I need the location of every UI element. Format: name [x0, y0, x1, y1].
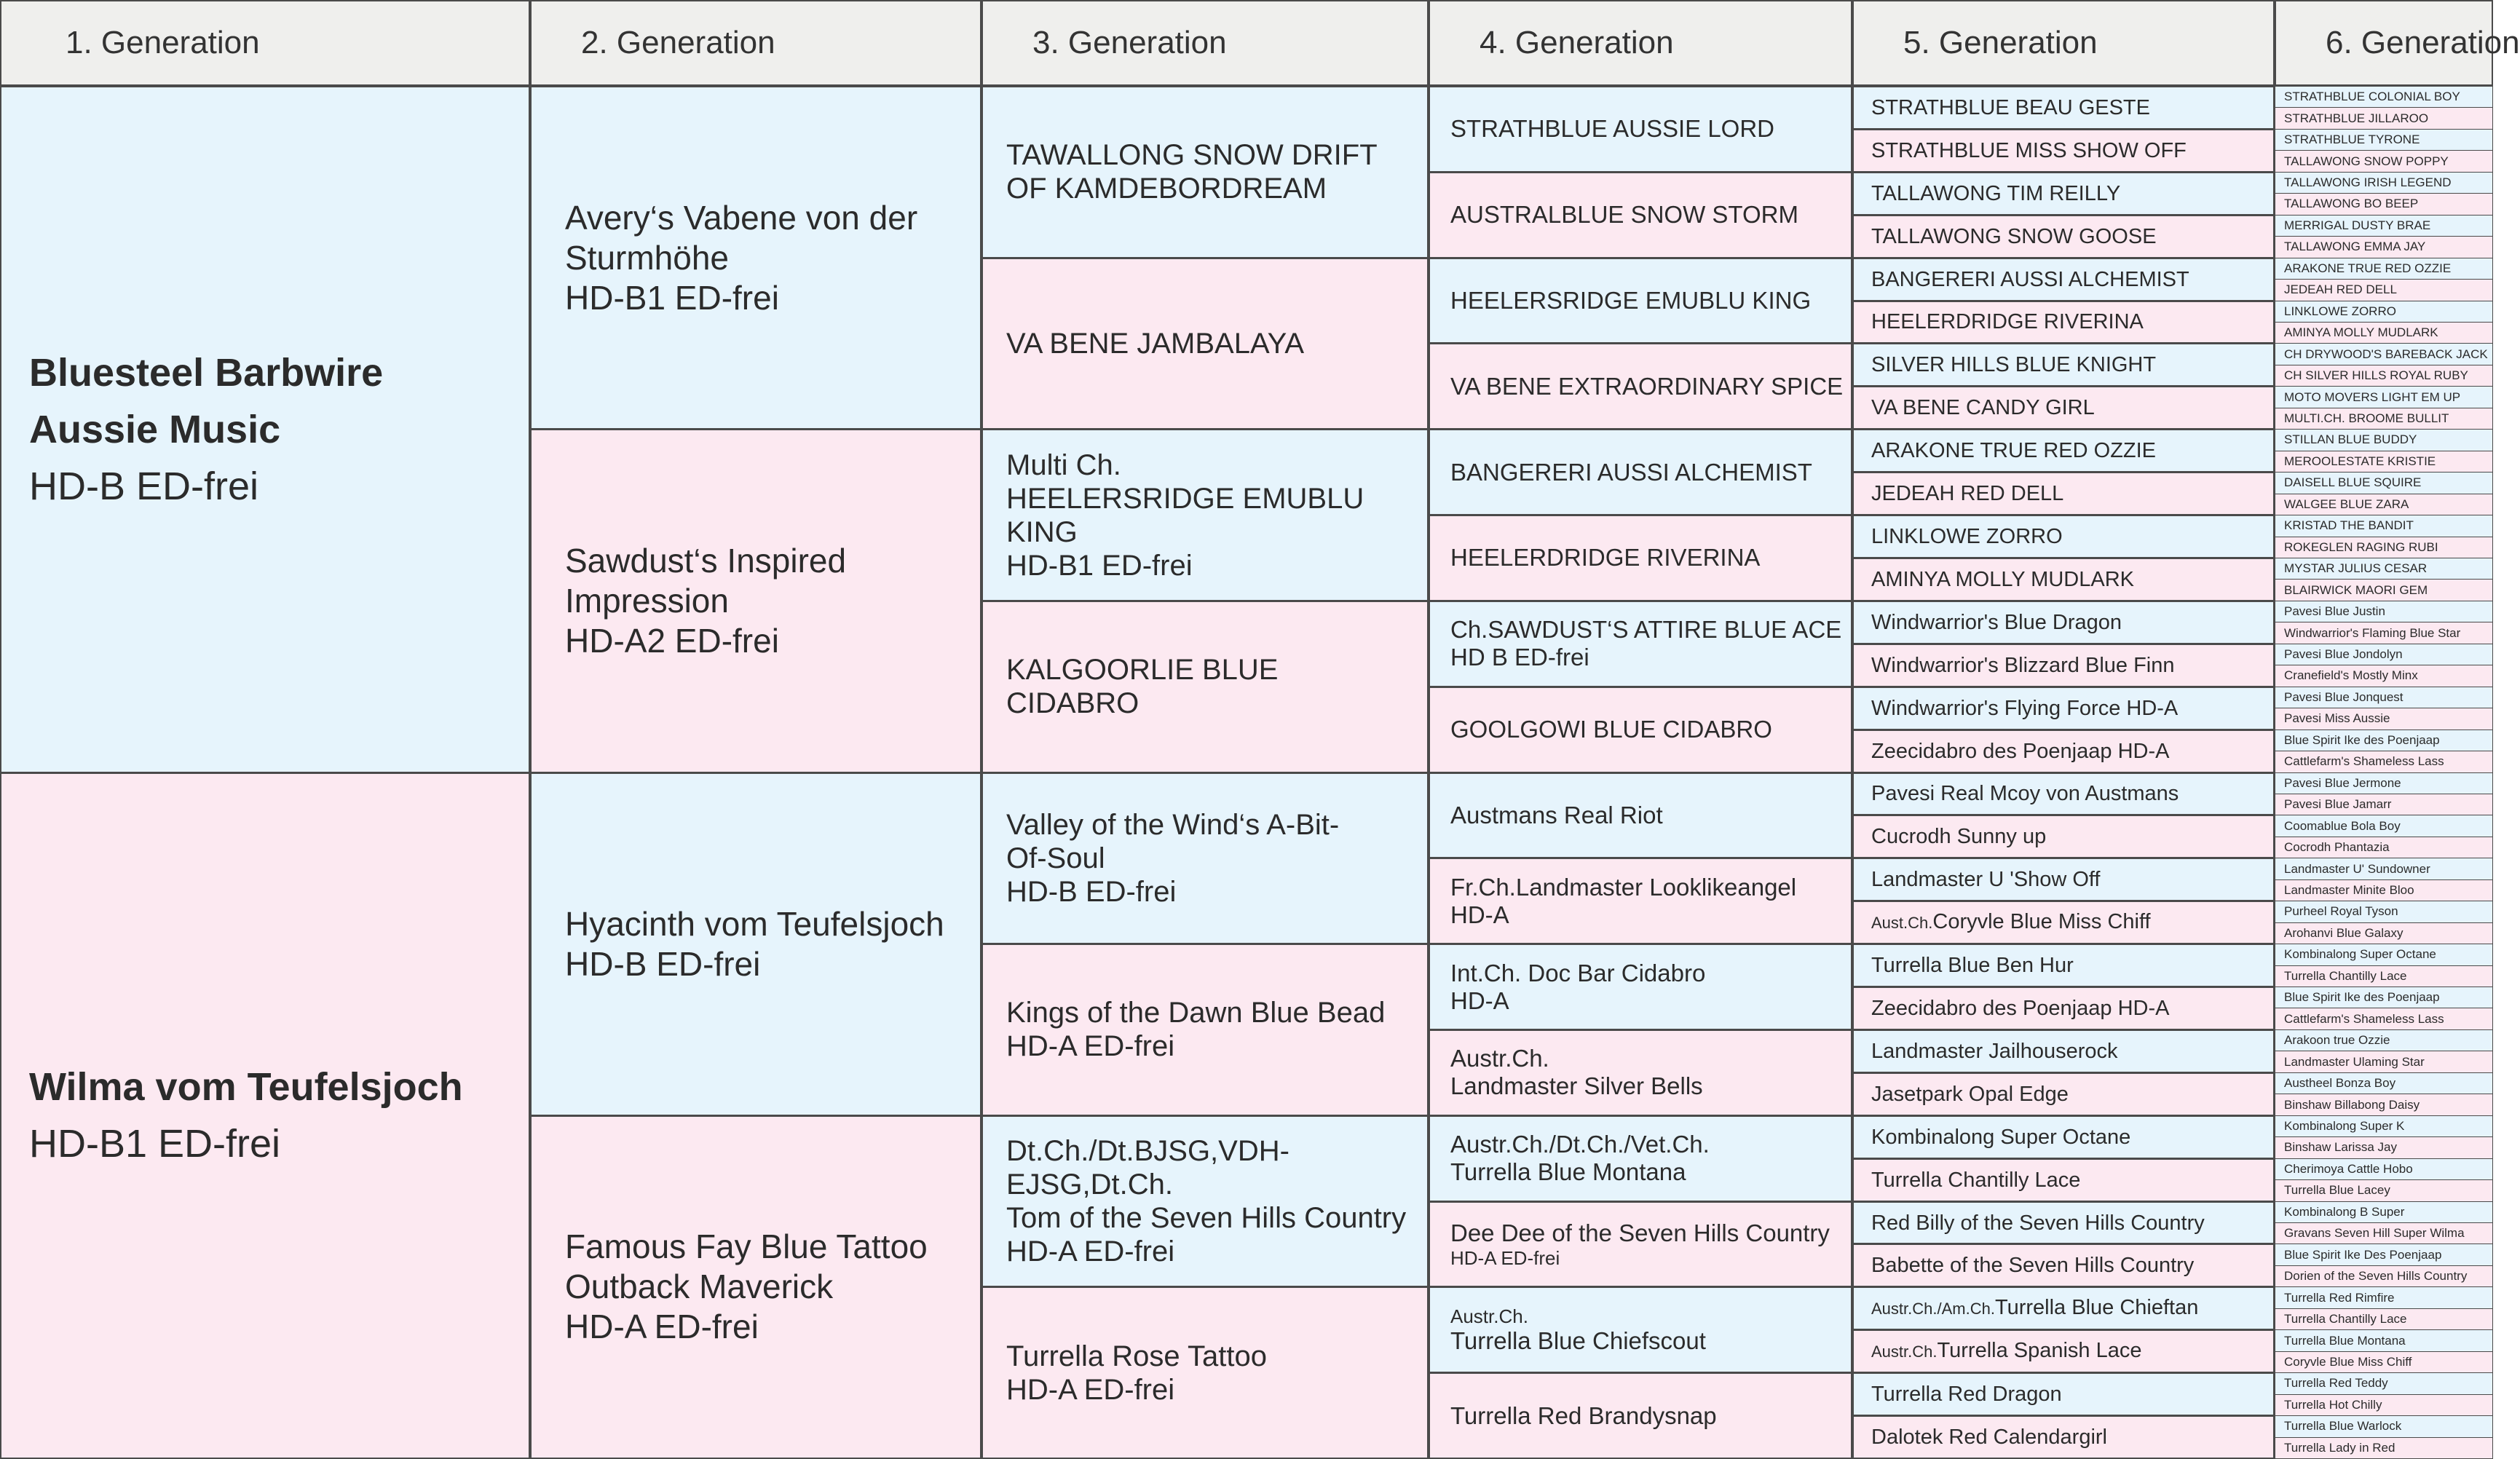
dog-name: Dalotek Red Calendargirl	[1871, 1426, 2107, 1449]
gen6-ancestor-6: TALLAWONG BO BEEP	[2275, 193, 2493, 215]
gen6-ancestor-55: Blue Spirit Ike Des Poenjaap	[2275, 1243, 2493, 1265]
gen6-ancestor-56: Dorien of the Seven Hills Country	[2275, 1265, 2493, 1287]
gen4-ancestor-3	[1429, 258, 1852, 344]
name-line: HD-A	[1450, 987, 1851, 1015]
name-line: Wilma vom Teufelsjoch	[29, 1059, 529, 1115]
gen6-ancestor-51: Cherimoya Cattle Hobo	[2275, 1158, 2493, 1180]
gen2-ancestor-4	[530, 1115, 981, 1459]
name-line: Valley of the Wind‘s A-Bit-	[1006, 808, 1427, 842]
name-line: Hyacinth vom Teufelsjoch	[565, 904, 980, 944]
generation-header-4: 4. Generation	[1429, 0, 1852, 86]
name-line	[1871, 96, 2273, 119]
gen5-ancestor-7	[1852, 343, 2275, 387]
gen6-ancestor-4: TALLAWONG SNOW POPPY	[2275, 150, 2493, 172]
gen6-ancestor-31: Blue Spirit Ike des Poenjaap	[2275, 730, 2493, 751]
gen4-ancestor-6	[1429, 515, 1852, 601]
title-prefix: Austr.Ch.	[1450, 1305, 1851, 1327]
gen6-ancestor-41: Kombinalong Super Octane	[2275, 944, 2493, 965]
gen6-ancestor-5: TALLAWONG IRISH LEGEND	[2275, 172, 2493, 194]
name-line	[1871, 1296, 2273, 1321]
name-line: Aussie Music	[29, 401, 529, 458]
name-line: Outback Maverick	[565, 1267, 980, 1307]
gen6-ancestor-49: Kombinalong Super K	[2275, 1115, 2493, 1137]
name-line: Turrella Rose Tattoo	[1006, 1340, 1427, 1373]
gen6-ancestor-7: MERRIGAL DUSTY BRAE	[2275, 215, 2493, 237]
name-line	[1871, 439, 2273, 462]
dog-name: STRATHBLUE BEAU GESTE	[1871, 96, 2150, 119]
dog-name: LINKLOWE ZORRO	[1871, 525, 2063, 548]
gen6-ancestor-46: Landmaster Ulaming Star	[2275, 1051, 2493, 1072]
name-line: Int.Ch. Doc Bar Cidabro	[1450, 960, 1851, 987]
gen5-ancestor-11	[1852, 515, 2275, 558]
gen6-ancestor-29: Pavesi Blue Jonquest	[2275, 687, 2493, 708]
gen6-ancestor-54: Gravans Seven Hill Super Wilma	[2275, 1222, 2493, 1244]
dog-name: Jasetpark Opal Edge	[1871, 1083, 2069, 1106]
gen6-ancestor-34: Pavesi Blue Jamarr	[2275, 794, 2493, 815]
dog-name: Landmaster Jailhouserock	[1871, 1040, 2118, 1063]
dog-name: Landmaster U 'Show Off	[1871, 868, 2100, 891]
name-line	[1871, 697, 2273, 720]
dog-name: TALLAWONG TIM REILLY	[1871, 182, 2120, 205]
name-line	[1871, 997, 2273, 1020]
name-line: HD-B1 ED-frei	[29, 1115, 529, 1172]
gen6-ancestor-18: MEROOLESTATE KRISTIE	[2275, 451, 2493, 473]
name-line	[1871, 740, 2273, 763]
gen6-ancestor-13: CH DRYWOOD'S BAREBACK JACK	[2275, 343, 2493, 365]
gen5-ancestor-12	[1852, 558, 2275, 601]
gen6-ancestor-14: CH SILVER HILLS ROYAL RUBY	[2275, 365, 2493, 387]
dog-name: Turrella Red Dragon	[1871, 1383, 2062, 1406]
name-line: Sawdust‘s Inspired	[565, 541, 980, 581]
gen6-ancestor-52: Turrella Blue Lacey	[2275, 1179, 2493, 1201]
title-prefix: Austr.Ch./Am.Ch.	[1871, 1300, 1995, 1318]
name-line: STRATHBLUE AUSSIE LORD	[1450, 115, 1851, 143]
gen5-ancestor-9	[1852, 429, 2275, 473]
name-line: TAWALLONG SNOW DRIFT	[1006, 138, 1427, 172]
name-line	[1871, 1426, 2273, 1449]
gen5-ancestor-27	[1852, 1201, 2275, 1245]
dog-name: Pavesi Real Mcoy von Austmans	[1871, 782, 2179, 805]
name-line: Turrella Blue Montana	[1450, 1158, 1851, 1186]
gen6-ancestor-20: WALGEE BLUE ZARA	[2275, 494, 2493, 515]
gen6-ancestor-27: Pavesi Blue Jondolyn	[2275, 644, 2493, 665]
name-line: HD-B1 ED-frei	[565, 278, 980, 318]
name-line: Bluesteel Barbwire	[29, 344, 529, 401]
gen5-ancestor-21	[1852, 944, 2275, 987]
gen6-ancestor-61: Turrella Red Teddy	[2275, 1372, 2493, 1394]
name-line: Turrella Blue Chiefscout	[1450, 1327, 1851, 1355]
gen4-ancestor-14	[1429, 1201, 1852, 1288]
gen5-ancestor-15	[1852, 687, 2275, 730]
gen4-ancestor-10	[1429, 858, 1852, 944]
gen4-ancestor-8	[1429, 687, 1852, 773]
gen5-ancestor-1	[1852, 86, 2275, 130]
gen6-ancestor-30: Pavesi Miss Aussie	[2275, 708, 2493, 730]
dog-name: SILVER HILLS BLUE KNIGHT	[1871, 353, 2156, 376]
generation-header-3: 3. Generation	[981, 0, 1429, 86]
gen3-ancestor-8	[981, 1286, 1429, 1459]
gen6-ancestor-16: MULTI.CH. BROOME BULLIT	[2275, 408, 2493, 430]
dog-name: Red Billy of the Seven Hills Country	[1871, 1211, 2205, 1235]
name-line	[1871, 182, 2273, 205]
dog-name: Windwarrior's Blizzard Blue Finn	[1871, 654, 2175, 677]
name-line	[1871, 1083, 2273, 1106]
gen4-ancestor-9	[1429, 772, 1852, 859]
name-line: HD-A ED-frei	[1006, 1029, 1427, 1063]
gen6-ancestor-35: Coomablue Bola Boy	[2275, 815, 2493, 837]
name-line	[1871, 954, 2273, 977]
name-line: HD-A ED-frei	[1006, 1235, 1427, 1268]
name-line	[1871, 525, 2273, 548]
gen6-ancestor-57: Turrella Red Rimfire	[2275, 1286, 2493, 1308]
name-line	[1871, 868, 2273, 891]
name-line: HEELERSRIDGE EMUBLU KING	[1450, 287, 1851, 315]
dog-name: BANGERERI AUSSI ALCHEMIST	[1871, 268, 2189, 291]
gen4-ancestor-4	[1429, 343, 1852, 430]
name-line: HEELERDRIDGE RIVERINA	[1450, 544, 1851, 572]
name-line: Kings of the Dawn Blue Bead	[1006, 996, 1427, 1029]
gen6-ancestor-12: AMINYA MOLLY MUDLARK	[2275, 322, 2493, 344]
gen5-ancestor-6	[1852, 301, 2275, 344]
gen5-ancestor-4	[1852, 215, 2275, 258]
dog-name: Coryvle Blue Miss Chiff	[1932, 910, 2150, 933]
title-prefix: Austr.Ch.	[1871, 1343, 1937, 1361]
gen6-ancestor-28: Cranefield's Mostly Minx	[2275, 665, 2493, 687]
gen3-ancestor-5	[981, 772, 1429, 945]
gen6-ancestor-37: Landmaster U' Sundowner	[2275, 858, 2493, 879]
gen2-ancestor-3	[530, 772, 981, 1116]
name-line: Austmans Real Riot	[1450, 802, 1851, 829]
gen4-ancestor-11	[1429, 944, 1852, 1030]
gen6-ancestor-63: Turrella Blue Warlock	[2275, 1415, 2493, 1437]
name-line: HD-A	[1450, 901, 1851, 929]
dog-name: ARAKONE TRUE RED OZZIE	[1871, 439, 2156, 462]
gen1-ancestor-2	[0, 772, 530, 1459]
gen4-ancestor-2	[1429, 172, 1852, 258]
gen6-ancestor-62: Turrella Hot Chilly	[2275, 1394, 2493, 1416]
name-line	[1871, 825, 2273, 848]
gen4-ancestor-1	[1429, 86, 1852, 173]
gen6-ancestor-9: ARAKONE TRUE RED OZZIE	[2275, 258, 2493, 280]
dog-name: AMINYA MOLLY MUDLARK	[1871, 568, 2134, 591]
gen5-ancestor-26	[1852, 1158, 2275, 1202]
gen1-ancestor-1	[0, 86, 530, 773]
name-line: OF KAMDEBORDREAM	[1006, 172, 1427, 205]
gen6-ancestor-58: Turrella Chantilly Lace	[2275, 1308, 2493, 1330]
gen6-ancestor-50: Binshaw Larissa Jay	[2275, 1136, 2493, 1158]
gen6-ancestor-11: LINKLOWE ZORRO	[2275, 301, 2493, 323]
name-line: Dt.Ch./Dt.BJSG,VDH-EJSG,Dt.Ch.	[1006, 1134, 1427, 1201]
gen6-ancestor-59: Turrella Blue Montana	[2275, 1329, 2493, 1351]
generation-header-5: 5. Generation	[1852, 0, 2275, 86]
dog-name: Windwarrior's Blue Dragon	[1871, 611, 2122, 634]
name-line: Austr.Ch./Dt.Ch./Vet.Ch.	[1450, 1131, 1851, 1158]
gen5-ancestor-30	[1852, 1329, 2275, 1373]
dog-name: STRATHBLUE MISS SHOW OFF	[1871, 139, 2187, 162]
name-line: VA BENE EXTRAORDINARY SPICE	[1450, 373, 1851, 400]
gen5-ancestor-16	[1852, 730, 2275, 773]
dog-name: JEDEAH RED DELL	[1871, 482, 2063, 505]
gen4-ancestor-15	[1429, 1286, 1852, 1373]
name-line: GOOLGOWI BLUE CIDABRO	[1450, 716, 1851, 743]
name-line	[1871, 353, 2273, 376]
gen6-ancestor-33: Pavesi Blue Jermone	[2275, 772, 2493, 794]
dog-name: Turrella Spanish Lace	[1937, 1339, 2141, 1362]
generation-header-1: 1. Generation	[0, 0, 530, 86]
name-line: KALGOORLIE BLUE	[1006, 653, 1427, 687]
gen5-ancestor-20	[1852, 901, 2275, 944]
gen6-ancestor-42: Turrella Chantilly Lace	[2275, 965, 2493, 987]
name-line	[1871, 482, 2273, 505]
dog-name: VA BENE CANDY GIRL	[1871, 396, 2095, 419]
gen4-ancestor-5	[1429, 429, 1852, 515]
gen6-ancestor-53: Kombinalong B Super	[2275, 1201, 2493, 1223]
dog-name: Zeecidabro des Poenjaap HD-A	[1871, 997, 2169, 1020]
gen4-ancestor-7	[1429, 601, 1852, 687]
gen6-ancestor-60: Coryvle Blue Miss Chiff	[2275, 1351, 2493, 1373]
name-line: Famous Fay Blue Tattoo	[565, 1227, 980, 1267]
name-line: HD-B1 ED-frei	[1006, 549, 1427, 582]
name-line	[1871, 568, 2273, 591]
gen4-ancestor-13	[1429, 1115, 1852, 1202]
gen6-ancestor-17: STILLAN BLUE BUDDY	[2275, 429, 2493, 451]
name-line: Landmaster Silver Bells	[1450, 1072, 1851, 1100]
gen6-ancestor-64: Turrella Lady in Red	[2275, 1437, 2493, 1459]
name-line	[1871, 910, 2273, 935]
gen6-ancestor-21: KRISTAD THE BANDIT	[2275, 515, 2493, 537]
dog-name: Windwarrior's Flying Force HD-A	[1871, 697, 2178, 720]
gen6-ancestor-40: Arohanvi Blue Galaxy	[2275, 922, 2493, 944]
name-line: HD-A ED-frei	[565, 1307, 980, 1347]
gen4-ancestor-12	[1429, 1029, 1852, 1116]
name-line	[1871, 225, 2273, 248]
gen6-ancestor-24: BLAIRWICK MAORI GEM	[2275, 579, 2493, 601]
gen6-ancestor-45: Arakoon true Ozzie	[2275, 1029, 2493, 1051]
dog-name: HEELERDRIDGE RIVERINA	[1871, 310, 2144, 333]
name-line	[1871, 396, 2273, 419]
gen5-ancestor-29	[1852, 1286, 2275, 1330]
gen5-ancestor-17	[1852, 772, 2275, 816]
gen6-ancestor-47: Austheel Bonza Boy	[2275, 1072, 2493, 1094]
name-line: Fr.Ch.Landmaster Looklikeangel	[1450, 874, 1851, 901]
gen5-ancestor-31	[1852, 1372, 2275, 1416]
gen6-ancestor-22: ROKEGLEN RAGING RUBI	[2275, 537, 2493, 558]
gen6-ancestor-1: STRATHBLUE COLONIAL BOY	[2275, 86, 2493, 108]
name-line: HD-B ED-frei	[565, 944, 980, 984]
gen3-ancestor-1	[981, 86, 1429, 258]
dog-name: Zeecidabro des Poenjaap HD-A	[1871, 740, 2169, 763]
name-line	[1871, 1211, 2273, 1235]
name-line	[1871, 611, 2273, 634]
gen5-ancestor-19	[1852, 858, 2275, 901]
name-line	[1871, 268, 2273, 291]
name-line: CIDABRO	[1006, 687, 1427, 720]
gen6-ancestor-2: STRATHBLUE JILLAROO	[2275, 107, 2493, 129]
gen5-ancestor-25	[1852, 1115, 2275, 1159]
gen3-ancestor-6	[981, 944, 1429, 1116]
gen3-ancestor-2	[981, 258, 1429, 430]
gen4-ancestor-16	[1429, 1372, 1852, 1459]
gen5-ancestor-18	[1852, 815, 2275, 858]
gen6-ancestor-32: Cattlefarm's Shameless Lass	[2275, 751, 2493, 772]
gen5-ancestor-8	[1852, 386, 2275, 430]
name-line: Tom of the Seven Hills Country	[1006, 1201, 1427, 1235]
gen6-ancestor-19: DAISELL BLUE SQUIRE	[2275, 472, 2493, 494]
gen6-ancestor-48: Binshaw Billabong Daisy	[2275, 1094, 2493, 1115]
generation-header-6: 6. Generation	[2275, 0, 2493, 86]
gen5-ancestor-13	[1852, 601, 2275, 644]
name-line	[1871, 1383, 2273, 1406]
gen6-ancestor-38: Landmaster Minite Bloo	[2275, 879, 2493, 901]
name-line: BANGERERI AUSSI ALCHEMIST	[1450, 459, 1851, 486]
name-line: VA BENE JAMBALAYA	[1006, 327, 1427, 360]
gen2-ancestor-1	[530, 86, 981, 430]
dog-name: Cucrodh Sunny up	[1871, 825, 2046, 848]
name-line: Sturmhöhe	[565, 238, 980, 278]
health-info: HD-A ED-frei	[1450, 1247, 1851, 1269]
name-line: Avery‘s Vabene von der	[565, 198, 980, 238]
name-line	[1871, 1254, 2273, 1277]
gen5-ancestor-23	[1852, 1029, 2275, 1073]
name-line: Dee Dee of the Seven Hills Country	[1450, 1219, 1851, 1247]
title-prefix: Aust.Ch.	[1871, 914, 1932, 932]
name-line: Impression	[565, 581, 980, 621]
dog-name: Kombinalong Super Octane	[1871, 1126, 2130, 1149]
gen6-ancestor-3: STRATHBLUE TYRONE	[2275, 129, 2493, 151]
name-line: HD-B ED-frei	[1006, 875, 1427, 909]
dog-name: TALLAWONG SNOW GOOSE	[1871, 225, 2157, 248]
gen6-ancestor-25: Pavesi Blue Justin	[2275, 601, 2493, 622]
gen6-ancestor-39: Purheel Royal Tyson	[2275, 901, 2493, 922]
gen5-ancestor-28	[1852, 1243, 2275, 1287]
gen5-ancestor-5	[1852, 258, 2275, 301]
gen6-ancestor-36: Cocrodh Phantazia	[2275, 837, 2493, 858]
gen5-ancestor-3	[1852, 172, 2275, 216]
gen6-ancestor-10: JEDEAH RED DELL	[2275, 279, 2493, 301]
gen5-ancestor-2	[1852, 129, 2275, 173]
gen6-ancestor-44: Cattlefarm's Shameless Lass	[2275, 1008, 2493, 1029]
name-line	[1871, 1126, 2273, 1149]
name-line: Ch.SAWDUST‘S ATTIRE BLUE ACE	[1450, 616, 1851, 644]
gen5-ancestor-32	[1852, 1415, 2275, 1459]
gen6-ancestor-15: MOTO MOVERS LIGHT EM UP	[2275, 386, 2493, 408]
name-line: HD-A ED-frei	[1006, 1373, 1427, 1407]
name-line: Turrella Red Brandysnap	[1450, 1402, 1851, 1430]
gen6-ancestor-26: Windwarrior's Flaming Blue Star	[2275, 622, 2493, 644]
name-line: HD-B ED-frei	[29, 458, 529, 515]
dog-name: Turrella Chantilly Lace	[1871, 1169, 2080, 1192]
generation-header-2: 2. Generation	[530, 0, 981, 86]
gen6-ancestor-8: TALLAWONG EMMA JAY	[2275, 236, 2493, 258]
gen3-ancestor-4	[981, 601, 1429, 773]
name-line	[1871, 1040, 2273, 1063]
name-line: HD-A2 ED-frei	[565, 621, 980, 661]
gen6-ancestor-23: MYSTAR JULIUS CESAR	[2275, 558, 2493, 580]
gen6-ancestor-43: Blue Spirit Ike des Poenjaap	[2275, 986, 2493, 1008]
gen5-ancestor-10	[1852, 472, 2275, 515]
name-line: HD B ED-frei	[1450, 644, 1851, 671]
dog-name: Turrella Blue Chieftan	[1995, 1296, 2198, 1319]
name-line: Austr.Ch.	[1450, 1045, 1851, 1072]
name-line	[1871, 654, 2273, 677]
gen5-ancestor-22	[1852, 986, 2275, 1030]
gen2-ancestor-2	[530, 429, 981, 772]
name-line	[1871, 310, 2273, 333]
dog-name: Babette of the Seven Hills Country	[1871, 1254, 2194, 1277]
gen5-ancestor-24	[1852, 1072, 2275, 1116]
dog-name: Turrella Blue Ben Hur	[1871, 954, 2074, 977]
name-line: HEELERSRIDGE EMUBLU KING	[1006, 482, 1427, 549]
name-line	[1871, 139, 2273, 162]
gen3-ancestor-3	[981, 429, 1429, 601]
name-line: Of-Soul	[1006, 842, 1427, 875]
name-line	[1871, 1169, 2273, 1192]
name-line: AUSTRALBLUE SNOW STORM	[1450, 201, 1851, 229]
name-line	[1871, 782, 2273, 805]
gen3-ancestor-7	[981, 1115, 1429, 1288]
gen5-ancestor-14	[1852, 644, 2275, 687]
name-line	[1871, 1339, 2273, 1364]
name-line: Multi Ch.	[1006, 448, 1427, 482]
